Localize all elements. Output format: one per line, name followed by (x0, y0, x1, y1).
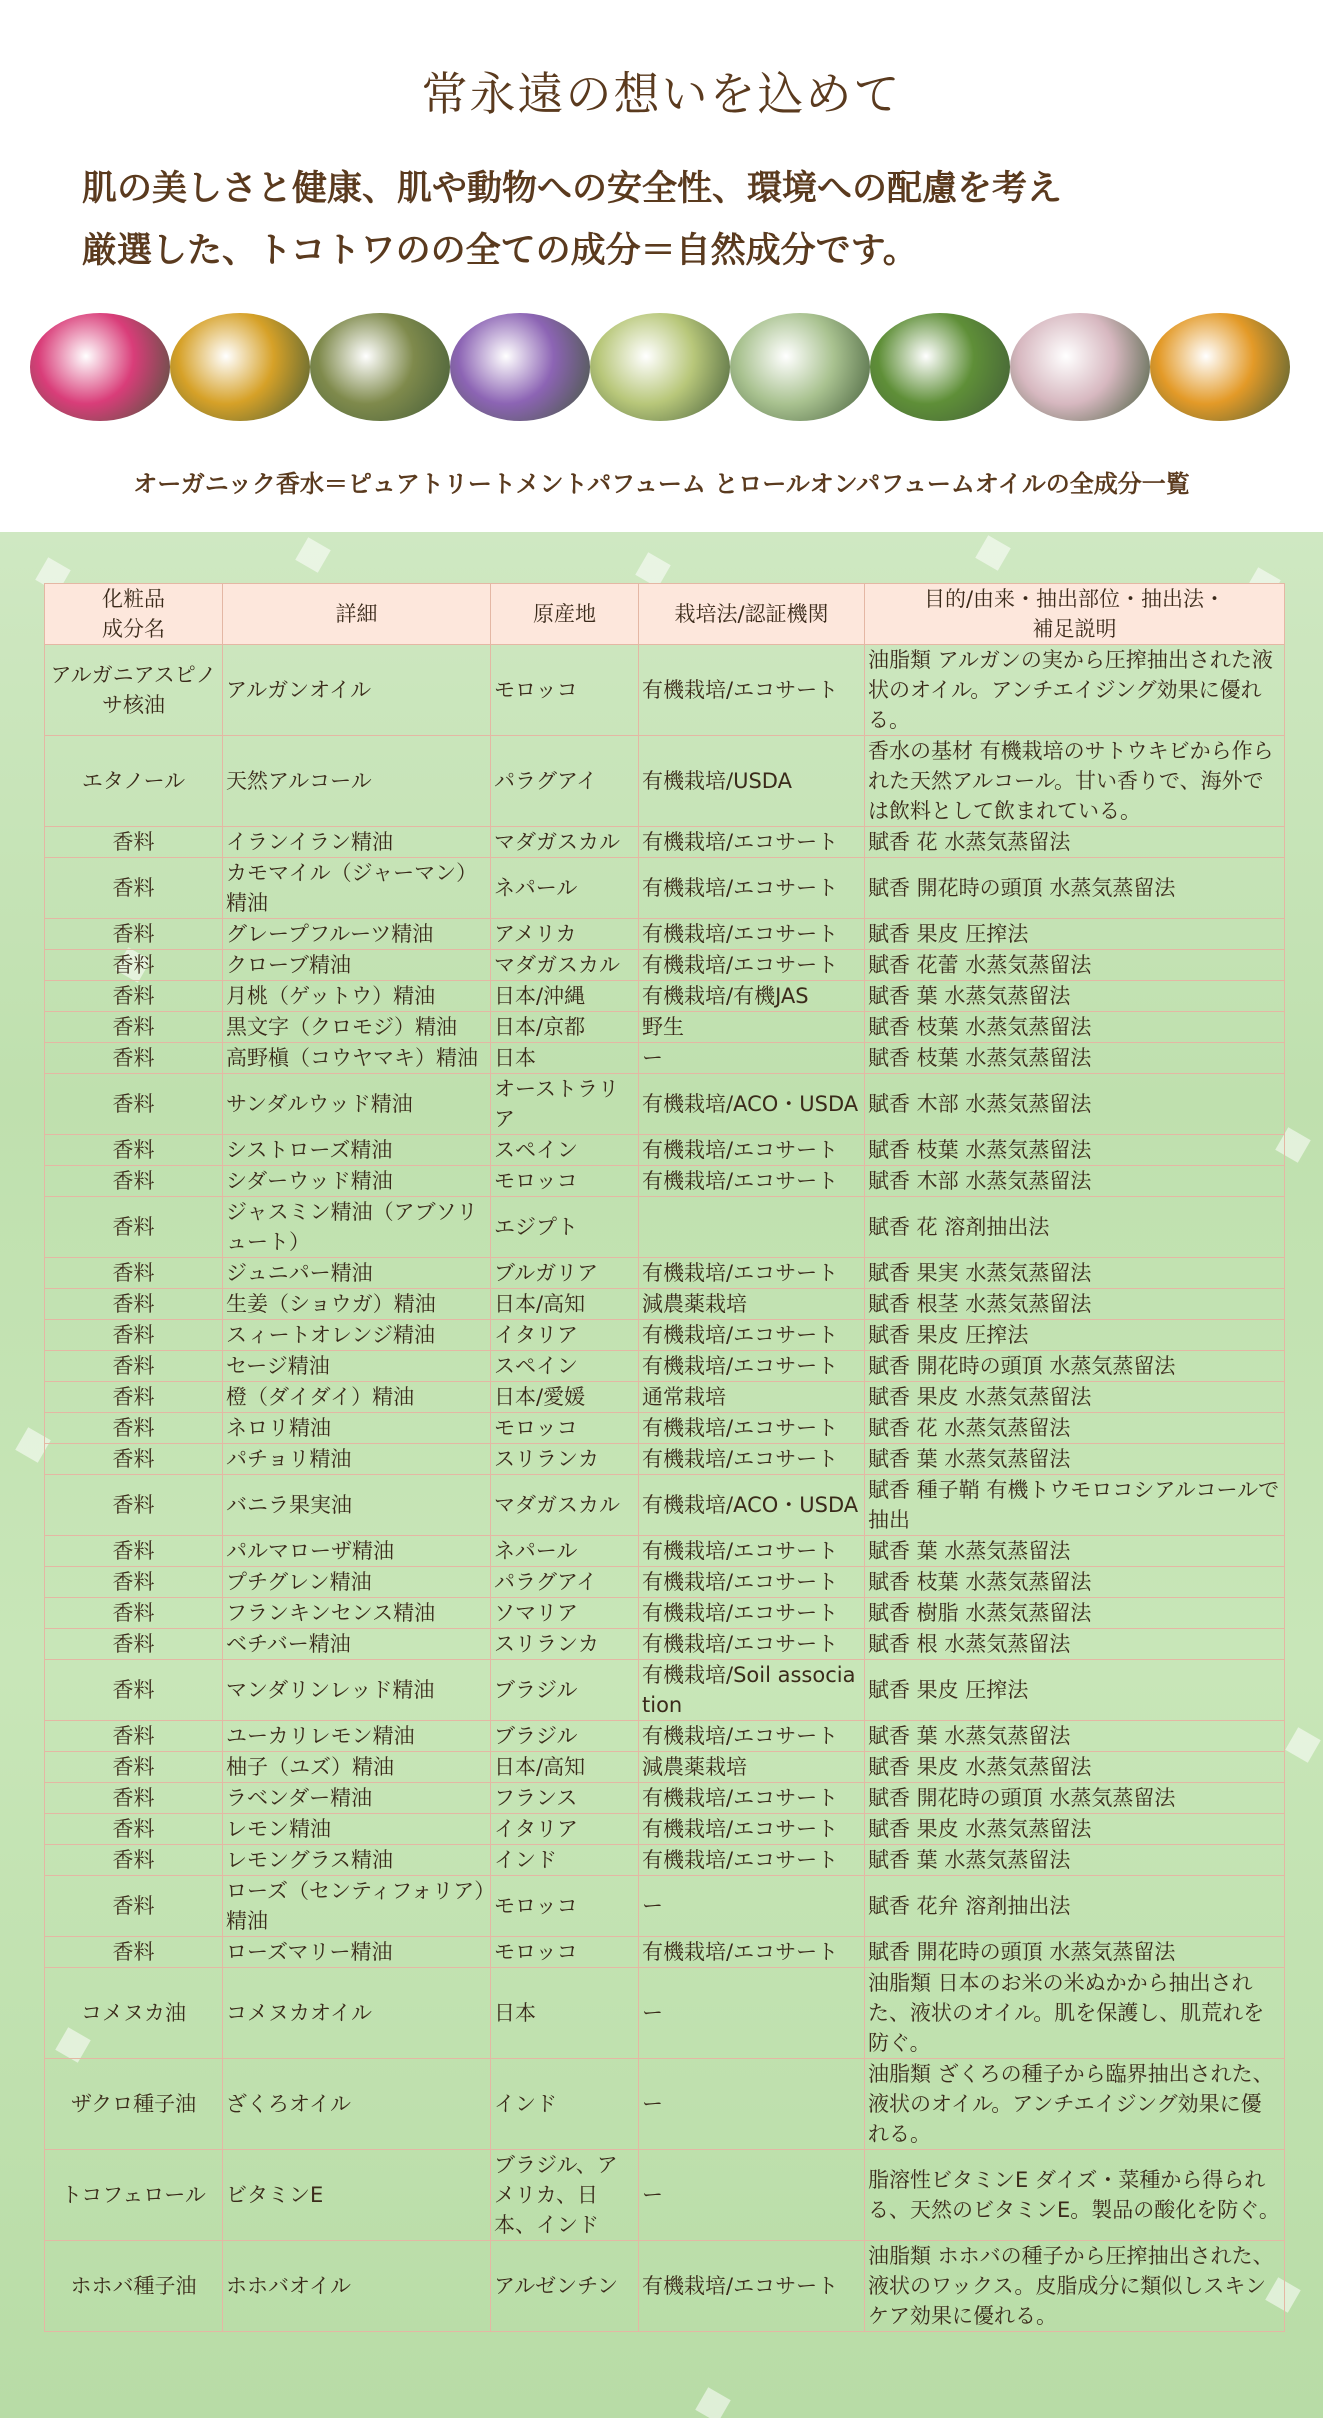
cell-ingredient-name: コメヌカ油 (45, 1968, 223, 2059)
cell-origin: 日本/京都 (491, 1012, 639, 1043)
cell-detail: セージ精油 (223, 1351, 491, 1382)
cell-origin: パラグアイ (491, 736, 639, 827)
cell-origin: ソマリア (491, 1598, 639, 1629)
table-row (45, 1351, 1285, 1382)
cell-origin: フランス (491, 1783, 639, 1814)
cell-cultivation: 有機栽培/ACO・USDA (639, 1475, 865, 1536)
ginger-flower-photo (310, 313, 450, 421)
cell-origin: モロッコ (491, 1413, 639, 1444)
cell-origin: エジプト (491, 1197, 639, 1258)
cell-ingredient-name: 香料 (45, 1197, 223, 1258)
cell-ingredient-name: ザクロ種子油 (45, 2059, 223, 2150)
cell-origin: インド (491, 2059, 639, 2150)
cell-origin: イタリア (491, 1814, 639, 1845)
table-row (45, 736, 1285, 827)
cell-purpose: 油脂類 日本のお米の米ぬかから抽出された、液状のオイル。肌を保護し、肌荒れを防ぐ。 (865, 1968, 1285, 2059)
cell-detail: グレープフルーツ精油 (223, 919, 491, 950)
green-leaf-photo (870, 313, 1010, 421)
cell-origin: 日本/高知 (491, 1289, 639, 1320)
cell-detail: サンダルウッド精油 (223, 1074, 491, 1135)
cell-cultivation: 有機栽培/エコサート (639, 1845, 865, 1876)
orange-photo (1150, 313, 1290, 421)
table-row (45, 1043, 1285, 1074)
cell-ingredient-name: アルガニアスピノサ核油 (45, 645, 223, 736)
cell-cultivation: 有機栽培/エコサート (639, 1320, 865, 1351)
cell-cultivation: 有機栽培/エコサート (639, 1536, 865, 1567)
cell-detail: マンダリンレッド精油 (223, 1660, 491, 1721)
cell-detail: ラベンダー精油 (223, 1783, 491, 1814)
cell-ingredient-name: 香料 (45, 981, 223, 1012)
cell-purpose: 脂溶性ビタミンE ダイズ・菜種から得られる、天然のビタミンE。製品の酸化を防ぐ。 (865, 2150, 1285, 2241)
cell-purpose: 油脂類 ざくろの種子から臨界抽出された、液状のオイル。アンチエイジング効果に優れる。 (865, 2059, 1285, 2150)
cell-cultivation: 有機栽培/エコサート (639, 950, 865, 981)
cell-cultivation: ー (639, 2059, 865, 2150)
cell-cultivation: ー (639, 1876, 865, 1937)
cell-cultivation: 有機栽培/エコサート (639, 2241, 865, 2332)
cell-ingredient-name: 香料 (45, 1876, 223, 1937)
cell-ingredient-name: 香料 (45, 827, 223, 858)
table-row (45, 645, 1285, 736)
decorative-sparkle (695, 2387, 731, 2423)
decorative-sparkle (975, 535, 1011, 571)
cell-ingredient-name: 香料 (45, 1166, 223, 1197)
table-row (45, 1413, 1285, 1444)
cell-origin: スペイン (491, 1135, 639, 1166)
cell-cultivation: 有機栽培/エコサート (639, 1937, 865, 1968)
cell-cultivation: 有機栽培/エコサート (639, 1258, 865, 1289)
cell-purpose: 賦香 果実 水蒸気蒸留法 (865, 1258, 1285, 1289)
cell-purpose: 賦香 花 溶剤抽出法 (865, 1197, 1285, 1258)
cell-cultivation: 有機栽培/エコサート (639, 1444, 865, 1475)
cell-origin: マダガスカル (491, 950, 639, 981)
cell-purpose: 賦香 樹脂 水蒸気蒸留法 (865, 1598, 1285, 1629)
cell-purpose: 賦香 果皮 圧搾法 (865, 1320, 1285, 1351)
cell-ingredient-name: 香料 (45, 1536, 223, 1567)
cell-ingredient-name: 香料 (45, 1012, 223, 1043)
cell-detail: パルマローザ精油 (223, 1536, 491, 1567)
cell-detail: ユーカリレモン精油 (223, 1721, 491, 1752)
cell-detail: 生姜（ショウガ）精油 (223, 1289, 491, 1320)
cell-detail: ざくろオイル (223, 2059, 491, 2150)
cell-origin: ネパール (491, 858, 639, 919)
decorative-sparkle (295, 537, 331, 573)
cell-cultivation: 有機栽培/有機JAS (639, 981, 865, 1012)
cell-purpose: 油脂類 アルガンの実から圧搾抽出された液状のオイル。アンチエイジング効果に優れる。 (865, 645, 1285, 736)
cell-purpose: 賦香 木部 水蒸気蒸留法 (865, 1074, 1285, 1135)
cell-ingredient-name: 香料 (45, 1721, 223, 1752)
cell-cultivation (639, 1197, 865, 1258)
cell-purpose: 賦香 種子鞘 有機トウモロコシアルコールで抽出 (865, 1475, 1285, 1536)
cell-ingredient-name: 香料 (45, 1660, 223, 1721)
cell-ingredient-name: 香料 (45, 1351, 223, 1382)
header-ingredient-name: 化粧品 成分名 (45, 584, 223, 645)
table-row (45, 1012, 1285, 1043)
lavender-photo (450, 313, 590, 421)
cell-ingredient-name: 香料 (45, 1258, 223, 1289)
table-row (45, 1382, 1285, 1413)
cell-cultivation: 有機栽培/エコサート (639, 919, 865, 950)
cell-cultivation: 有機栽培/エコサート (639, 645, 865, 736)
cell-purpose: 賦香 果皮 水蒸気蒸留法 (865, 1752, 1285, 1783)
table-header-row (45, 584, 1285, 645)
table-row (45, 1845, 1285, 1876)
cell-detail: スィートオレンジ精油 (223, 1320, 491, 1351)
cell-purpose: 賦香 果皮 圧搾法 (865, 1660, 1285, 1721)
table-row (45, 950, 1285, 981)
cell-detail: アルガンオイル (223, 645, 491, 736)
decorative-sparkle (1285, 1727, 1321, 1763)
cell-cultivation: 有機栽培/USDA (639, 736, 865, 827)
cell-detail: ホホバオイル (223, 2241, 491, 2332)
cell-purpose: 賦香 枝葉 水蒸気蒸留法 (865, 1567, 1285, 1598)
cell-detail: ローズマリー精油 (223, 1937, 491, 1968)
table-row (45, 2241, 1285, 2332)
cell-cultivation: 有機栽培/エコサート (639, 1629, 865, 1660)
cell-origin: 日本/高知 (491, 1752, 639, 1783)
cell-cultivation: 減農薬栽培 (639, 1289, 865, 1320)
header-purpose: 目的/由来・抽出部位・抽出法・ 補足説明 (865, 584, 1285, 645)
cell-detail: ビタミンE (223, 2150, 491, 2241)
cell-ingredient-name: 香料 (45, 1135, 223, 1166)
cell-ingredient-name: 香料 (45, 1074, 223, 1135)
white-blossom-photo (1010, 313, 1150, 421)
cell-detail: 橙（ダイダイ）精油 (223, 1382, 491, 1413)
cell-detail: プチグレン精油 (223, 1567, 491, 1598)
cell-origin: スリランカ (491, 1629, 639, 1660)
cell-purpose: 賦香 葉 水蒸気蒸留法 (865, 1536, 1285, 1567)
cell-ingredient-name: 香料 (45, 1845, 223, 1876)
cell-purpose: 賦香 果皮 水蒸気蒸留法 (865, 1382, 1285, 1413)
cell-ingredient-name: 香料 (45, 1629, 223, 1660)
table-row (45, 1598, 1285, 1629)
cell-ingredient-name: 香料 (45, 1598, 223, 1629)
cell-ingredient-name: 香料 (45, 1320, 223, 1351)
cell-origin: アルゼンチン (491, 2241, 639, 2332)
cell-cultivation: 有機栽培/エコサート (639, 1598, 865, 1629)
table-row (45, 1876, 1285, 1937)
cell-detail: 月桃（ゲットウ）精油 (223, 981, 491, 1012)
cell-purpose: 賦香 果皮 圧搾法 (865, 919, 1285, 950)
cell-cultivation: 有機栽培/エコサート (639, 1135, 865, 1166)
cell-ingredient-name: 香料 (45, 1289, 223, 1320)
cell-purpose: 賦香 葉 水蒸気蒸留法 (865, 981, 1285, 1012)
chamomile-photo (590, 313, 730, 421)
cell-detail: バニラ果実油 (223, 1475, 491, 1536)
cell-ingredient-name: 香料 (45, 919, 223, 950)
table-row (45, 1968, 1285, 2059)
cell-detail: 高野槇（コウヤマキ）精油 (223, 1043, 491, 1074)
cell-ingredient-name: 香料 (45, 1937, 223, 1968)
flower-photo-strip (30, 313, 1295, 423)
table-row (45, 981, 1285, 1012)
cell-purpose: 賦香 枝葉 水蒸気蒸留法 (865, 1012, 1285, 1043)
cell-detail: イランイラン精油 (223, 827, 491, 858)
cell-origin: ブルガリア (491, 1258, 639, 1289)
cell-ingredient-name: 香料 (45, 1752, 223, 1783)
cell-detail: ジャスミン精油（アブソリュート） (223, 1197, 491, 1258)
table-row (45, 2150, 1285, 2241)
cell-detail: ネロリ精油 (223, 1413, 491, 1444)
cell-origin: インド (491, 1845, 639, 1876)
cell-origin: ブラジル (491, 1660, 639, 1721)
cell-cultivation: ー (639, 2150, 865, 2241)
cell-cultivation: 有機栽培/ACO・USDA (639, 1074, 865, 1135)
cell-cultivation: 野生 (639, 1012, 865, 1043)
table-row (45, 858, 1285, 919)
table-row (45, 1937, 1285, 1968)
cell-purpose: 賦香 花 水蒸気蒸留法 (865, 827, 1285, 858)
cell-detail: シストローズ精油 (223, 1135, 491, 1166)
cell-detail: パチョリ精油 (223, 1444, 491, 1475)
cell-detail: コメヌカオイル (223, 1968, 491, 2059)
cell-purpose: 賦香 開花時の頭頂 水蒸気蒸留法 (865, 1783, 1285, 1814)
rose-photo (30, 313, 170, 421)
cell-purpose: 油脂類 ホホバの種子から圧搾抽出された、液状のワックス。皮脂成分に類似しスキンケア効果に優れる。 (865, 2241, 1285, 2332)
table-row (45, 1567, 1285, 1598)
cell-ingredient-name: 香料 (45, 1382, 223, 1413)
cell-purpose: 賦香 花 水蒸気蒸留法 (865, 1413, 1285, 1444)
cell-origin: モロッコ (491, 1876, 639, 1937)
cell-origin: スペイン (491, 1351, 639, 1382)
table-row (45, 919, 1285, 950)
cell-cultivation: 有機栽培/エコサート (639, 1413, 865, 1444)
cell-ingredient-name: トコフェロール (45, 2150, 223, 2241)
cell-origin: ブラジル、アメリカ、日本、インド (491, 2150, 639, 2241)
intro-line-1: 肌の美しさと健康、肌や動物への安全性、環境への配慮を考え (82, 169, 1063, 209)
cell-cultivation: 有機栽培/エコサート (639, 1814, 865, 1845)
cell-purpose: 賦香 根 水蒸気蒸留法 (865, 1629, 1285, 1660)
cell-detail: レモン精油 (223, 1814, 491, 1845)
white-flower-photo (730, 313, 870, 421)
header-cultivation: 栽培法/認証機関 (639, 584, 865, 645)
cell-cultivation: 有機栽培/エコサート (639, 1351, 865, 1382)
cell-cultivation: 有機栽培/Soil association (639, 1660, 865, 1721)
cell-origin: アメリカ (491, 919, 639, 950)
cell-cultivation: 減農薬栽培 (639, 1752, 865, 1783)
cell-detail: レモングラス精油 (223, 1845, 491, 1876)
cell-cultivation: 有機栽培/エコサート (639, 827, 865, 858)
cell-ingredient-name: 香料 (45, 1567, 223, 1598)
cell-origin: モロッコ (491, 1937, 639, 1968)
table-row (45, 1289, 1285, 1320)
table-row (45, 1536, 1285, 1567)
cell-detail: シダーウッド精油 (223, 1166, 491, 1197)
table-row (45, 1783, 1285, 1814)
table-row (45, 1197, 1285, 1258)
cell-origin: マダガスカル (491, 827, 639, 858)
cell-ingredient-name: 香料 (45, 1413, 223, 1444)
cell-detail: 柚子（ユズ）精油 (223, 1752, 491, 1783)
table-row (45, 1320, 1285, 1351)
cell-ingredient-name: 香料 (45, 1444, 223, 1475)
table-row (45, 1660, 1285, 1721)
cell-origin: 日本 (491, 1968, 639, 2059)
cell-cultivation: ー (639, 1043, 865, 1074)
cell-origin: パラグアイ (491, 1567, 639, 1598)
cell-cultivation: 有機栽培/エコサート (639, 1721, 865, 1752)
header-origin: 原産地 (491, 584, 639, 645)
cell-ingredient-name: 香料 (45, 950, 223, 981)
cell-detail: カモマイル（ジャーマン）精油 (223, 858, 491, 919)
cell-cultivation: 有機栽培/エコサート (639, 1783, 865, 1814)
cell-origin: オーストラリア (491, 1074, 639, 1135)
cell-purpose: 賦香 開花時の頭頂 水蒸気蒸留法 (865, 1937, 1285, 1968)
cell-detail: 黒文字（クロモジ）精油 (223, 1012, 491, 1043)
intro-line-2: 厳選した、トコトワのの全ての成分＝自然成分です。 (82, 231, 918, 271)
cell-origin: ブラジル (491, 1721, 639, 1752)
cell-cultivation: 通常栽培 (639, 1382, 865, 1413)
cell-detail: ローズ（センティフォリア）精油 (223, 1876, 491, 1937)
cell-purpose: 賦香 枝葉 水蒸気蒸留法 (865, 1135, 1285, 1166)
yuzu-photo (170, 313, 310, 421)
cell-cultivation: 有機栽培/エコサート (639, 1567, 865, 1598)
header-detail: 詳細 (223, 584, 491, 645)
cell-ingredient-name: エタノール (45, 736, 223, 827)
cell-origin: イタリア (491, 1320, 639, 1351)
cell-purpose: 賦香 花蕾 水蒸気蒸留法 (865, 950, 1285, 981)
table-row (45, 1258, 1285, 1289)
ingredient-list-subtitle: オーガニック香水＝ピュアトリートメントパフューム とロールオンパフュームオイルの全成分一覧 (133, 470, 1190, 498)
table-row (45, 1074, 1285, 1135)
cell-origin: ネパール (491, 1536, 639, 1567)
cell-ingredient-name: 香料 (45, 1043, 223, 1074)
cell-detail: フランキンセンス精油 (223, 1598, 491, 1629)
cell-origin: 日本 (491, 1043, 639, 1074)
cell-purpose: 賦香 花弁 溶剤抽出法 (865, 1876, 1285, 1937)
cell-origin: モロッコ (491, 1166, 639, 1197)
cell-purpose: 賦香 果皮 水蒸気蒸留法 (865, 1814, 1285, 1845)
cell-ingredient-name: 香料 (45, 1475, 223, 1536)
cell-origin: 日本/沖縄 (491, 981, 639, 1012)
cell-detail: 天然アルコール (223, 736, 491, 827)
intro-text (82, 158, 1282, 282)
cell-purpose: 賦香 枝葉 水蒸気蒸留法 (865, 1043, 1285, 1074)
cell-purpose: 賦香 根茎 水蒸気蒸留法 (865, 1289, 1285, 1320)
cell-origin: マダガスカル (491, 1475, 639, 1536)
cell-cultivation: 有機栽培/エコサート (639, 1166, 865, 1197)
cell-cultivation: ー (639, 1968, 865, 2059)
ingredient-table (44, 583, 1285, 2332)
cell-ingredient-name: 香料 (45, 1814, 223, 1845)
cell-ingredient-name: 香料 (45, 858, 223, 919)
cell-origin: スリランカ (491, 1444, 639, 1475)
cell-purpose: 賦香 開花時の頭頂 水蒸気蒸留法 (865, 1351, 1285, 1382)
cell-detail: ジュニパー精油 (223, 1258, 491, 1289)
cell-ingredient-name: ホホバ種子油 (45, 2241, 223, 2332)
table-row (45, 827, 1285, 858)
cell-ingredient-name: 香料 (45, 1783, 223, 1814)
table-row (45, 2059, 1285, 2150)
table-row (45, 1814, 1285, 1845)
cell-origin: 日本/愛媛 (491, 1382, 639, 1413)
page-title: 常永遠の想いを込めて (421, 67, 902, 121)
cell-purpose: 賦香 葉 水蒸気蒸留法 (865, 1444, 1285, 1475)
table-row (45, 1629, 1285, 1660)
table-row (45, 1135, 1285, 1166)
table-row (45, 1721, 1285, 1752)
cell-purpose: 賦香 開花時の頭頂 水蒸気蒸留法 (865, 858, 1285, 919)
cell-detail: クローブ精油 (223, 950, 491, 981)
cell-purpose: 賦香 葉 水蒸気蒸留法 (865, 1721, 1285, 1752)
cell-detail: ベチバー精油 (223, 1629, 491, 1660)
cell-origin: モロッコ (491, 645, 639, 736)
table-row (45, 1444, 1285, 1475)
table-row (45, 1752, 1285, 1783)
table-row (45, 1475, 1285, 1536)
cell-purpose: 香水の基材 有機栽培のサトウキビから作られた天然アルコール。甘い香りで、海外では飲料として飲まれている。 (865, 736, 1285, 827)
cell-purpose: 賦香 木部 水蒸気蒸留法 (865, 1166, 1285, 1197)
table-row (45, 1166, 1285, 1197)
cell-cultivation: 有機栽培/エコサート (639, 858, 865, 919)
cell-purpose: 賦香 葉 水蒸気蒸留法 (865, 1845, 1285, 1876)
